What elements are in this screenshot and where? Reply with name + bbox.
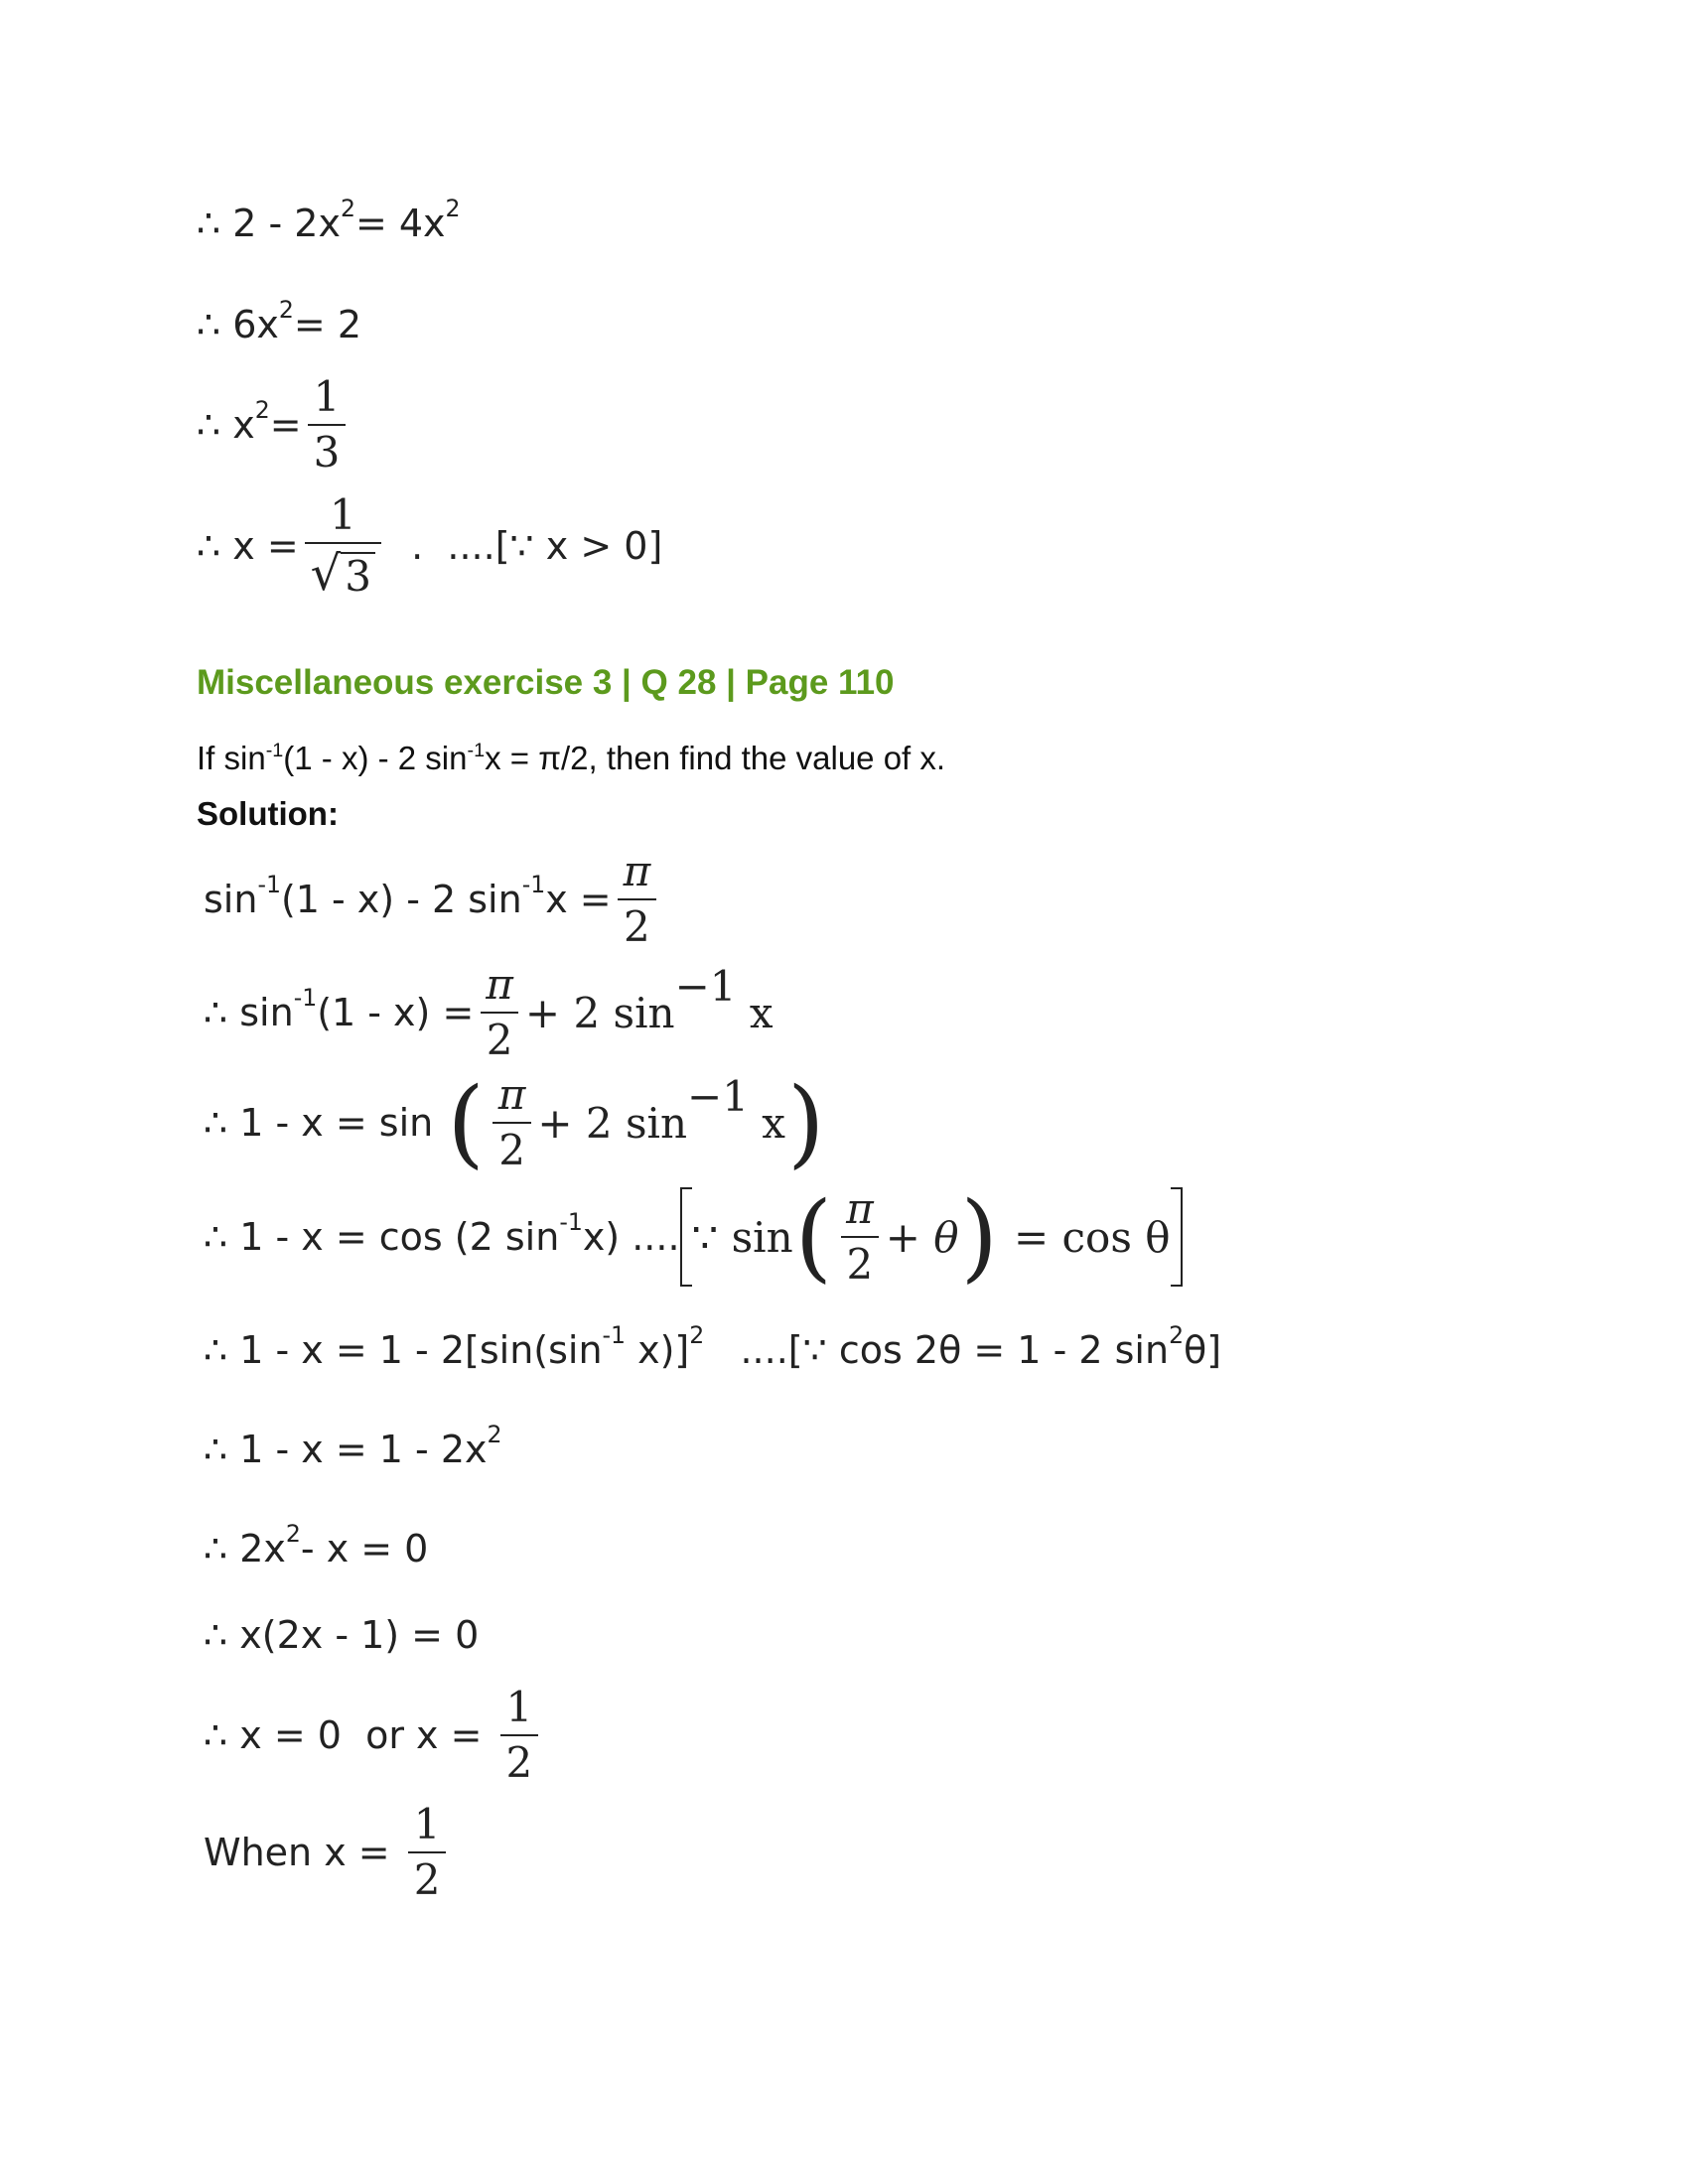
question-part: x = π/2, then find the value of x. bbox=[485, 740, 946, 776]
fraction bbox=[305, 492, 381, 600]
math-text: ∴ 2 - 2x bbox=[197, 202, 341, 245]
math-text: x)] bbox=[626, 1328, 690, 1372]
superscript: 2 bbox=[689, 1321, 705, 1350]
superscript: −1 bbox=[687, 1072, 749, 1122]
fraction bbox=[840, 1186, 880, 1288]
step-line bbox=[197, 374, 352, 476]
superscript: 2 bbox=[285, 1520, 301, 1549]
math-text: θ] bbox=[1184, 1328, 1222, 1372]
superscript: 2 bbox=[340, 195, 355, 223]
math-text: ∴ 1 - x = cos (2 sin bbox=[204, 1215, 560, 1259]
left-parenthesis: ( bbox=[794, 1181, 833, 1293]
fraction-numerator: 1 bbox=[505, 1683, 533, 1731]
right-parenthesis: ) bbox=[960, 1181, 998, 1293]
superscript: 2 bbox=[1169, 1321, 1185, 1350]
fraction-denominator: 2 bbox=[500, 1734, 539, 1786]
step-line bbox=[204, 1802, 452, 1903]
math-expression: + θ bbox=[885, 1212, 959, 1262]
superscript: -1 bbox=[265, 740, 284, 762]
fraction-denominator: 2 bbox=[618, 898, 656, 950]
superscript: -1 bbox=[257, 871, 281, 899]
superscript: -1 bbox=[559, 1208, 583, 1237]
superscript: -1 bbox=[602, 1321, 627, 1350]
fraction-denominator: 3 bbox=[308, 424, 347, 476]
superscript: -1 bbox=[521, 871, 546, 899]
math-text: x) .... bbox=[582, 1215, 680, 1259]
math-text: = 2 bbox=[293, 303, 362, 346]
fraction-denominator: 2 bbox=[408, 1851, 447, 1903]
superscript: 2 bbox=[445, 195, 461, 223]
fraction-numerator: 1 bbox=[329, 490, 356, 539]
fraction bbox=[408, 1802, 447, 1903]
step-line bbox=[204, 1421, 502, 1471]
fraction-numerator: 1 bbox=[413, 1800, 441, 1848]
left-parenthesis: ( bbox=[447, 1067, 485, 1178]
math-text: ∴ x bbox=[197, 403, 255, 447]
fraction bbox=[500, 1685, 539, 1786]
step-line bbox=[204, 1067, 826, 1178]
fraction-denominator: 2 bbox=[841, 1236, 880, 1288]
step-line bbox=[204, 1321, 1222, 1372]
fraction-denominator bbox=[305, 542, 381, 600]
square-root bbox=[310, 546, 375, 602]
fraction-numerator: π bbox=[623, 847, 651, 895]
step-line bbox=[204, 1685, 544, 1786]
math-text: (1 - x) = bbox=[317, 991, 475, 1034]
fraction-numerator: 1 bbox=[313, 372, 341, 421]
math-text: ....[∵ cos 2θ = 1 - 2 sin bbox=[704, 1328, 1170, 1372]
step-line bbox=[204, 1613, 479, 1657]
math-expression: + 2 sin bbox=[524, 988, 675, 1037]
superscript: -1 bbox=[293, 984, 318, 1013]
fraction bbox=[308, 374, 347, 476]
math-text: ∴ x(2x - 1) = 0 bbox=[204, 1613, 480, 1657]
math-expression: x bbox=[736, 988, 774, 1037]
step-line bbox=[204, 1181, 1183, 1293]
math-expression: ∵ sin bbox=[691, 1212, 793, 1262]
math-expression: x bbox=[748, 1098, 785, 1148]
math-text: = 4x bbox=[354, 202, 446, 245]
math-expression: = cos θ bbox=[1013, 1212, 1171, 1262]
step-line bbox=[197, 492, 662, 600]
bracket-note bbox=[680, 1181, 1183, 1293]
math-text: - x = 0 bbox=[300, 1527, 429, 1570]
math-text: ∴ 1 - x = sin bbox=[204, 1101, 446, 1145]
math-text: x = bbox=[545, 878, 612, 921]
math-text: = bbox=[269, 403, 302, 447]
superscript: 2 bbox=[487, 1421, 502, 1449]
superscript: 2 bbox=[278, 296, 294, 325]
step-line bbox=[204, 962, 774, 1063]
math-text: ∴ x = 0 or x = bbox=[204, 1713, 494, 1757]
radical-sign: √ bbox=[310, 546, 342, 602]
fraction-denominator: 2 bbox=[481, 1012, 519, 1063]
fraction bbox=[492, 1072, 532, 1173]
solution-label: Solution: bbox=[197, 795, 339, 832]
math-text: ∴ 2x bbox=[204, 1527, 286, 1570]
fraction-denominator: 2 bbox=[492, 1122, 531, 1173]
math-text: ∴ x = bbox=[197, 524, 299, 568]
step-line bbox=[197, 296, 362, 346]
step-line bbox=[204, 849, 662, 950]
math-text: sin bbox=[204, 878, 258, 921]
question-text bbox=[197, 740, 945, 777]
superscript: 2 bbox=[254, 396, 270, 425]
step-line bbox=[197, 195, 461, 245]
exercise-heading: Miscellaneous exercise 3 | Q 28 | Page 110 bbox=[197, 663, 895, 702]
fraction-numerator: π bbox=[846, 1184, 874, 1233]
radicand: 3 bbox=[341, 552, 375, 598]
right-parenthesis: ) bbox=[787, 1067, 825, 1178]
fraction bbox=[480, 962, 519, 1063]
fraction-numerator: π bbox=[486, 960, 513, 1009]
superscript: -1 bbox=[467, 740, 486, 762]
superscript: −1 bbox=[674, 962, 737, 1012]
math-expression: + 2 sin bbox=[537, 1098, 688, 1148]
math-text: (1 - x) - 2 sin bbox=[280, 878, 522, 921]
fraction-numerator: π bbox=[497, 1070, 526, 1119]
question-part: (1 - x) - 2 sin bbox=[283, 740, 468, 776]
question-part: If sin bbox=[197, 740, 266, 776]
math-note: . ....[∵ x > 0] bbox=[387, 524, 663, 568]
math-text: ∴ 1 - x = 1 - 2[sin(sin bbox=[204, 1328, 603, 1372]
math-text: ∴ sin bbox=[204, 991, 294, 1034]
math-text: When x = bbox=[204, 1831, 402, 1874]
step-line bbox=[204, 1520, 429, 1570]
fraction bbox=[618, 849, 657, 950]
math-text: ∴ 6x bbox=[197, 303, 279, 346]
math-text: ∴ 1 - x = 1 - 2x bbox=[204, 1428, 488, 1471]
